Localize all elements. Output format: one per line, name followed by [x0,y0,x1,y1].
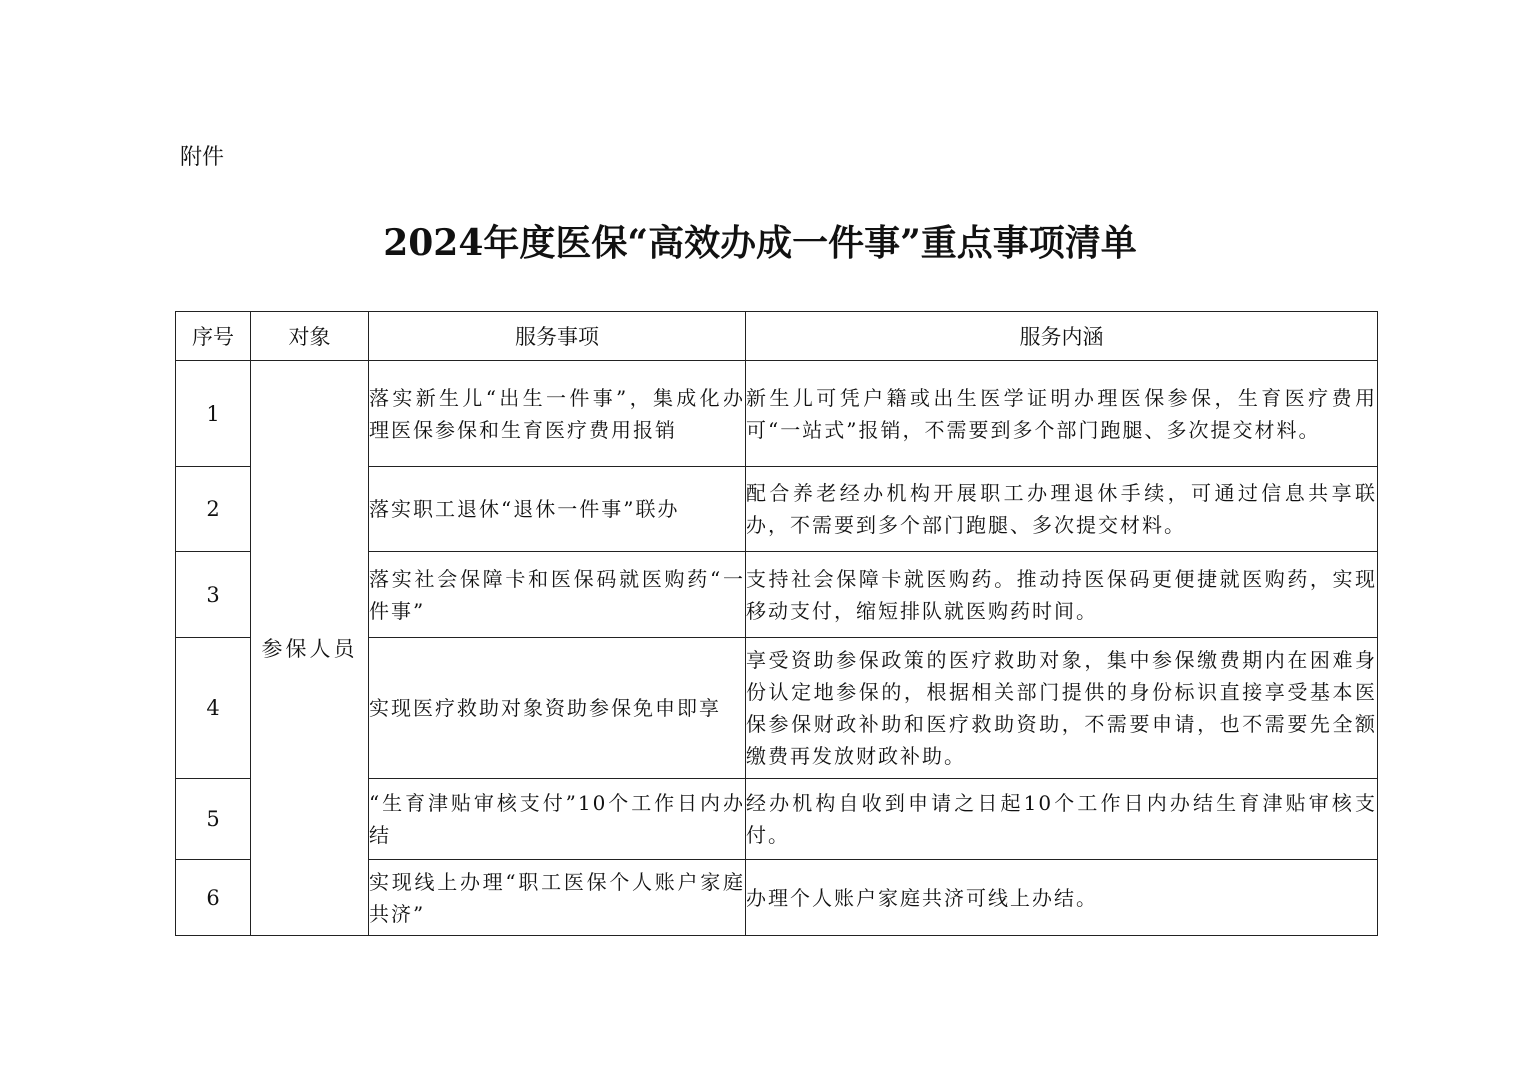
header-content: 服务内涵 [746,312,1378,361]
header-no: 序号 [176,312,251,361]
row-number: 4 [176,638,251,779]
object-cell: 参保人员 [251,361,369,936]
service-item: 实现线上办理“职工医保个人账户家庭共济” [369,860,746,936]
service-item: 实现医疗救助对象资助参保免申即享 [369,638,746,779]
service-item: 落实新生儿“出生一件事”，集成化办理医保参保和生育医疗费用报销 [369,361,746,467]
service-content: 支持社会保障卡就医购药。推动持医保码更便捷就医购药，实现移动支付，缩短排队就医购药时间。 [746,552,1378,638]
service-content: 办理个人账户家庭共济可线上办结。 [746,860,1378,936]
row-number: 1 [176,361,251,467]
service-item: 落实职工退休“退休一件事”联办 [369,467,746,552]
header-item: 服务事项 [369,312,746,361]
document-title: 2024年度医保“高效办成一件事”重点事项清单 [383,222,1137,264]
row-number: 3 [176,552,251,638]
service-item: 落实社会保障卡和医保码就医购药“一件事” [369,552,746,638]
service-items-table [175,311,1378,936]
header-object: 对象 [251,312,369,361]
row-number: 2 [176,467,251,552]
service-content: 享受资助参保政策的医疗救助对象，集中参保缴费期内在困难身份认定地参保的，根据相关部门提供的身份标识直接享受基本医保参保财政补助和医疗救助资助，不需要申请，也不需要先全额缴费再发放财政补助。 [746,638,1378,779]
service-content: 新生儿可凭户籍或出生医学证明办理医保参保，生育医疗费用可“一站式”报销，不需要到多个部门跑腿、多次提交材料。 [746,361,1378,467]
row-number: 6 [176,860,251,936]
table-row [176,361,1378,467]
service-content: 配合养老经办机构开展职工办理退休手续，可通过信息共享联办，不需要到多个部门跑腿、多次提交材料。 [746,467,1378,552]
service-item: “生育津贴审核支付”10个工作日内办结 [369,779,746,860]
table-header-row [176,312,1378,361]
row-number: 5 [176,779,251,860]
service-content: 经办机构自收到申请之日起10个工作日内办结生育津贴审核支付。 [746,779,1378,860]
attachment-label: 附件 [180,145,225,170]
